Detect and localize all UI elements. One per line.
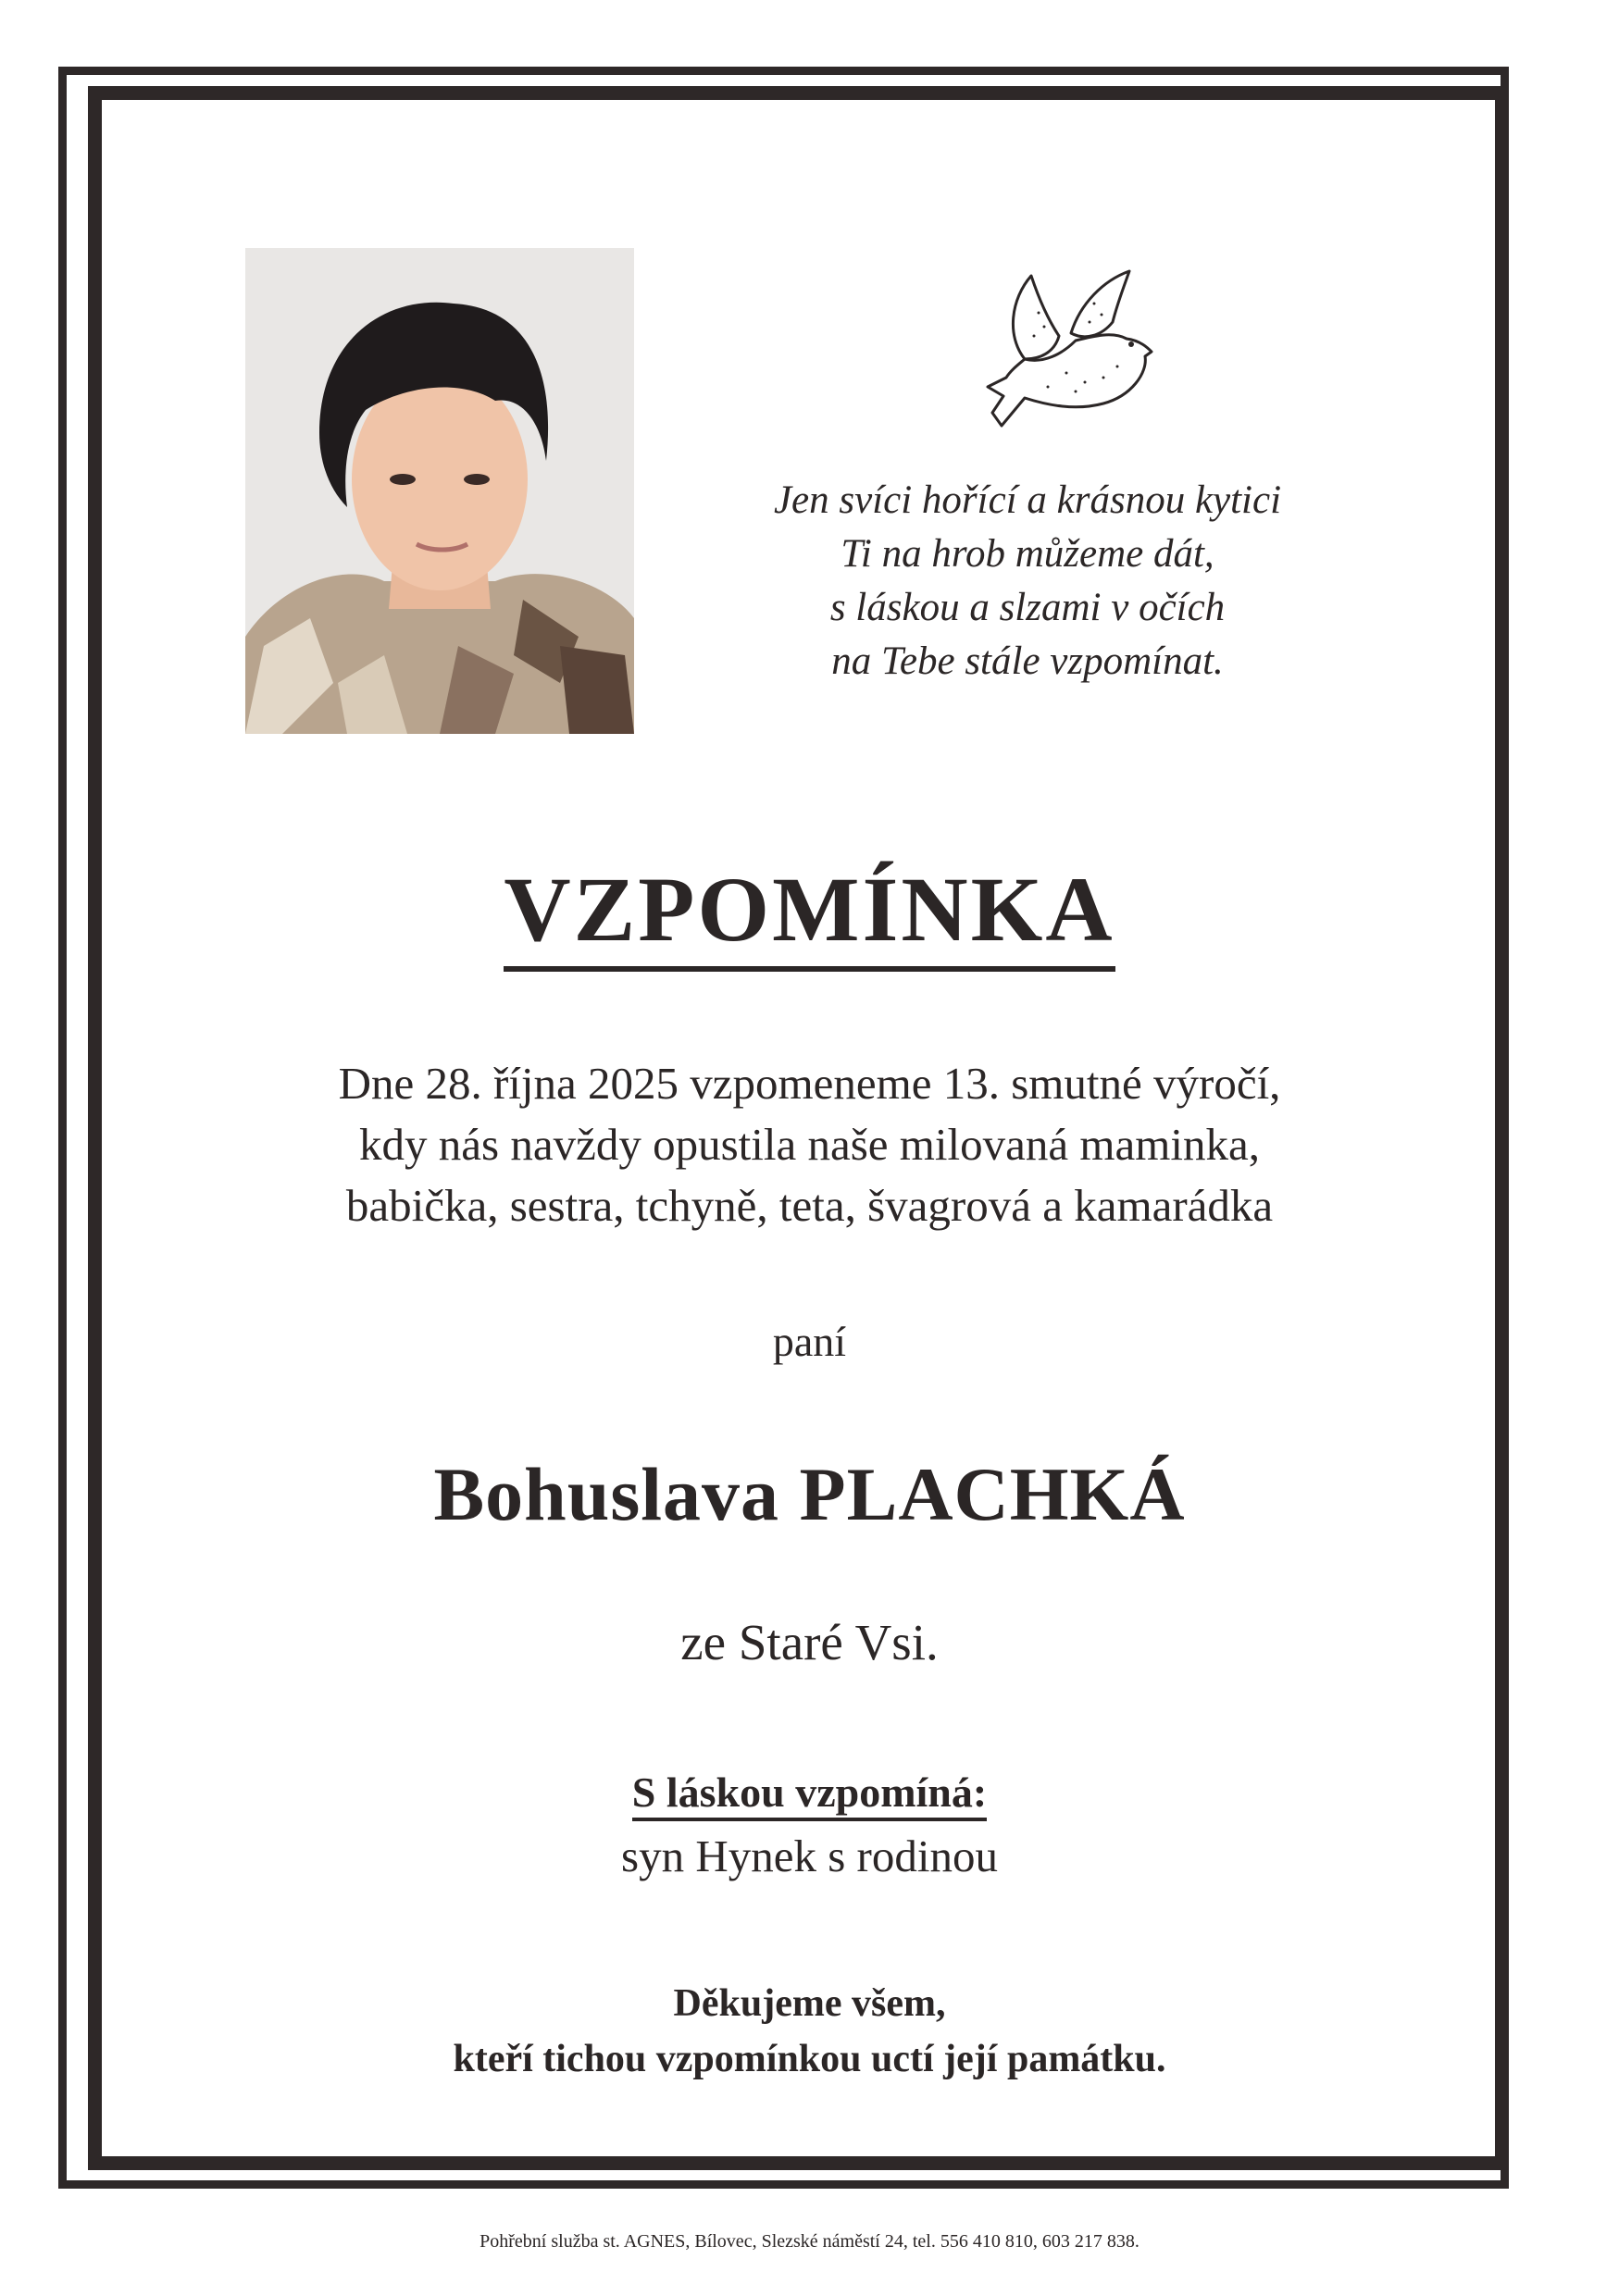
- origin-text: ze Staré Vsi.: [680, 1614, 939, 1670]
- poem-line: Ti na hrob můžeme dát,: [841, 532, 1214, 576]
- poem-line: s láskou a slzami v očích: [829, 586, 1226, 629]
- thanks-line: Děkujeme všem,: [673, 1982, 946, 2025]
- dove-icon: [983, 248, 1159, 442]
- announcement-text: [0, 1053, 1619, 1236]
- page-title-container: [0, 859, 1619, 972]
- mourners-label: S láskou vzpomíná:: [632, 1769, 987, 1821]
- thanks-line: kteří tichou vzpomínkou uctí její památku.: [453, 2038, 1166, 2080]
- thanks-text: [0, 1976, 1619, 2087]
- page-title: VZPOMÍNKA: [504, 859, 1115, 972]
- memorial-poem: [704, 474, 1351, 689]
- mourners-label-container: [0, 1766, 1619, 1819]
- mourners-names: syn Hynek s rodinou: [621, 1831, 998, 1881]
- portrait-photo: [245, 248, 634, 734]
- honorific: paní: [772, 1318, 847, 1365]
- announcement-line: kdy nás navždy opustila naše milovaná maminka,: [359, 1119, 1260, 1170]
- poem-line: na Tebe stále vzpomínat.: [831, 639, 1224, 683]
- announcement-line: Dne 28. října 2025 vzpomeneme 13. smutné výročí,: [338, 1058, 1281, 1109]
- deceased-name: Bohuslava PLACHKÁ: [433, 1452, 1186, 1536]
- poem-line: Jen svíci hořící a krásnou kytici: [773, 478, 1282, 522]
- announcement-line: babička, sestra, tchyně, teta, švagrová a kamarádka: [345, 1180, 1274, 1231]
- funeral-service-footer: Pohřební služba st. AGNES, Bílovec, Slezské náměstí 24, tel. 556 410 810, 603 217 838.: [479, 2231, 1140, 2252]
